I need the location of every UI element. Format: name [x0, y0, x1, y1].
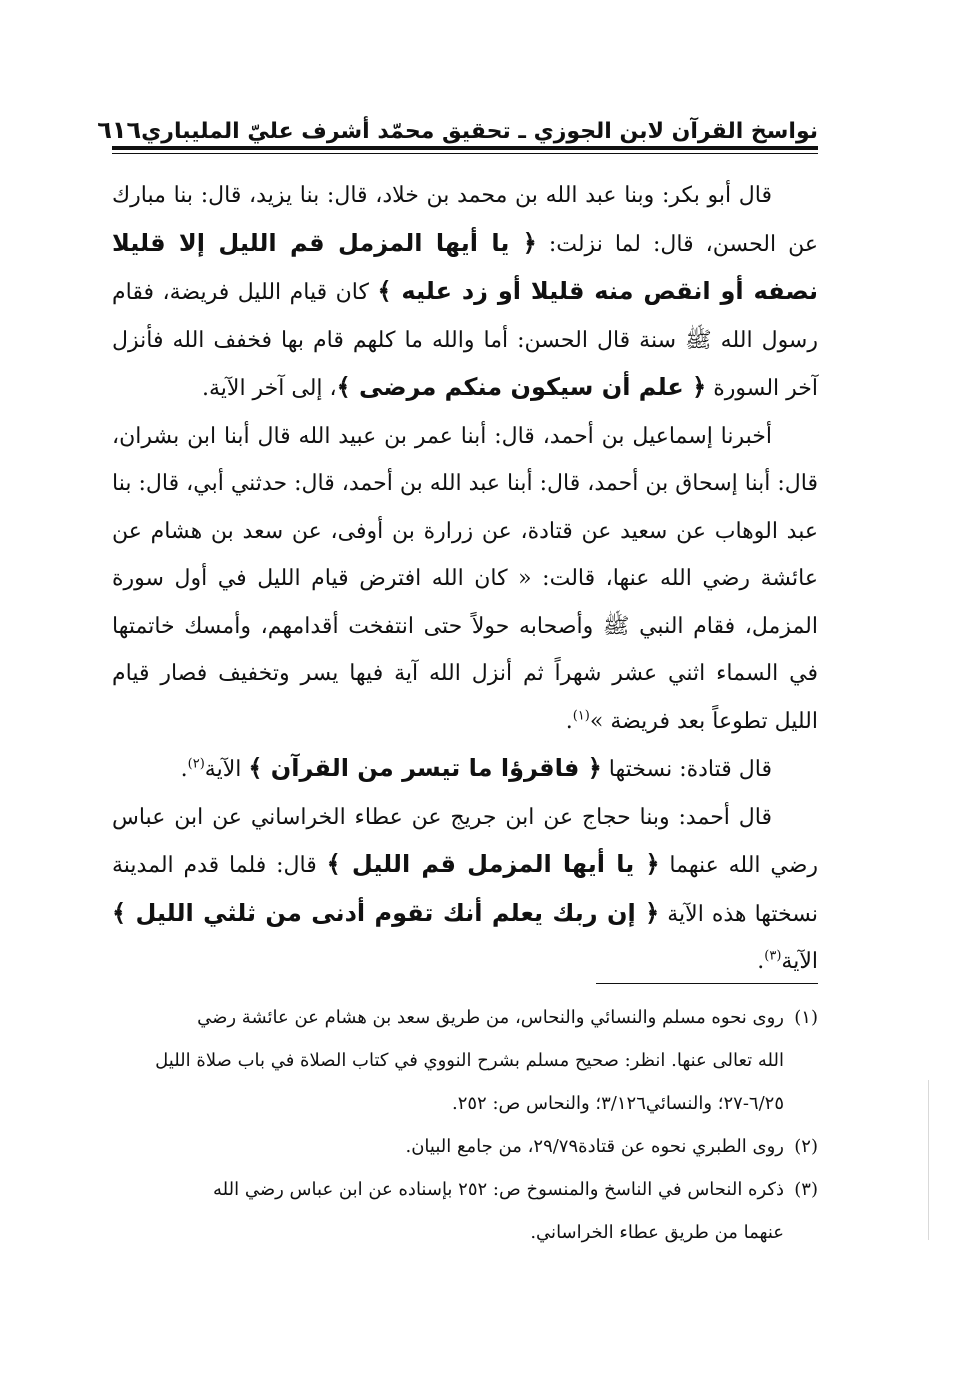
footnotes: [100, 996, 818, 1254]
text-run: الآية: [204, 757, 249, 782]
footnote: [100, 1125, 818, 1168]
footnote-text: ذكره النحاس في الناسخ والمنسوخ ص: ٢٥٢ بإسناده عن ابن عباس رضي الله: [213, 1179, 784, 1200]
footnote-text: عنهما من طريق عطاء الخراساني.: [530, 1222, 784, 1243]
text-run: .: [180, 757, 188, 782]
margin-scan-mark: [928, 1080, 929, 1240]
footnote-number: (٢): [794, 1136, 818, 1157]
footnote: [100, 1168, 818, 1211]
text-run: كان قيام الليل فريضة، فقام رسول الله ﷺ سنة قال الحسن: أما والله ما كلهم قام بها فخفف الله فأنزل آخر السورة: [112, 280, 818, 401]
header-rule-thick: [112, 146, 818, 150]
quran-quote: ﴿ يا أيها المزمل قم الليل إلا قليلا نصفه أو انقص منه قليلا أو زد عليه ﴾: [112, 228, 818, 305]
footnote-continuation: [100, 1211, 818, 1254]
text-run: ، إلى آخر الآية.: [201, 376, 337, 401]
footnote-separator: [596, 983, 818, 984]
text-run: قال قتادة: نسختها: [601, 757, 772, 782]
quran-quote: ﴿ إن ربك يعلم أنك تقوم أدنى من ثلثي الليل ﴾: [112, 898, 660, 927]
footnote-ref: (٣): [764, 948, 782, 964]
text-run: أخبرنا إسماعيل بن أحمد، قال: أبنا عمر بن عبيد الله قال أبنا ابن بشران، قال: أبنا إسحاق بن أحمد، قال: أبنا عبد الله بن أحمد، قال: حدثني أبي، قال: بنا عبد الوهاب عن سعيد عن قتادة، عن زرارة بن أوفى، عن سعد بن هشام عن عائشة رضي الله عنها، قالت: « كان الله افترض قيام الليل في أول سورة المزمل، فقام النبي ﷺ وأصحابه حولاً حتى انتفخت أقدامهم، وأمسك خاتمتها في السماء اثني عشر شهراً ثم أنزل الله آية فيها يسر وتخفيف فصار قيام الليل تطوعاً بعد فريضة »: [112, 423, 818, 734]
text-run: .: [757, 949, 765, 974]
paragraph: [112, 172, 818, 413]
footnote-text: روى نحوه مسلم والنسائي والنحاس، من طريق سعد بن هشام عن عائشة رضي: [197, 1007, 784, 1028]
footnote-number: (١): [794, 1007, 818, 1028]
footnote-number: (٣): [794, 1179, 818, 1200]
page-number: ٦١٦: [97, 116, 142, 144]
main-text: [112, 172, 818, 986]
quran-quote: ﴿ علم أن سيكون منكم مرضى ﴾: [336, 373, 707, 401]
footnote-text: روى الطبري نحوه عن قتادة٢٩/٧٩، من جامع البيان.: [405, 1136, 784, 1157]
paragraph: [112, 794, 818, 986]
footnote-ref: (٢): [187, 756, 205, 772]
footnote-continuation: [100, 1082, 818, 1125]
text-run: الآية: [781, 949, 818, 974]
text-run: قال أحمد: وبنا حجاج عن ابن جريج عن عطاء الخراساني عن ابن عباس رضي الله عنهما: [112, 804, 819, 878]
quran-quote: ﴿ فاقرؤا ما تيسر من القرآن ﴾: [248, 754, 602, 782]
text-run: .: [565, 708, 573, 734]
footnote-continuation: [100, 1039, 818, 1082]
running-header: [97, 112, 818, 144]
footnote: [100, 996, 818, 1039]
quran-quote: ﴿ يا أيها المزمل قم الليل ﴾: [326, 850, 660, 878]
paragraph: [112, 413, 818, 746]
footnote-ref: (١): [572, 708, 590, 724]
text-run: قال أبو بكر: وبنا عبد الله بن محمد بن خلاد، قال: بنا يزيد، قال: بنا مبارك عن الحسن، قال: لما نزلت:: [112, 183, 818, 257]
header-title: نواسخ القرآن لابن الجوزي ـ تحقيق محمّد أشرف عليّ المليباري: [141, 119, 818, 144]
paragraph: [112, 745, 818, 794]
footnote-text: الله تعالى عنها. انظر: صحيح مسلم بشرح النووي في كتاب الصلاة في باب صلاة الليل: [155, 1050, 784, 1071]
header-rule-thin: [112, 153, 818, 154]
text-run: قال: فلما قدم المدينة نسختها هذه الآية: [112, 853, 819, 927]
footnote-text: ٦/٢٥-٢٧؛ والنسائي٣/١٢٦؛ والنحاس ص: ٢٥٢.: [451, 1093, 784, 1114]
